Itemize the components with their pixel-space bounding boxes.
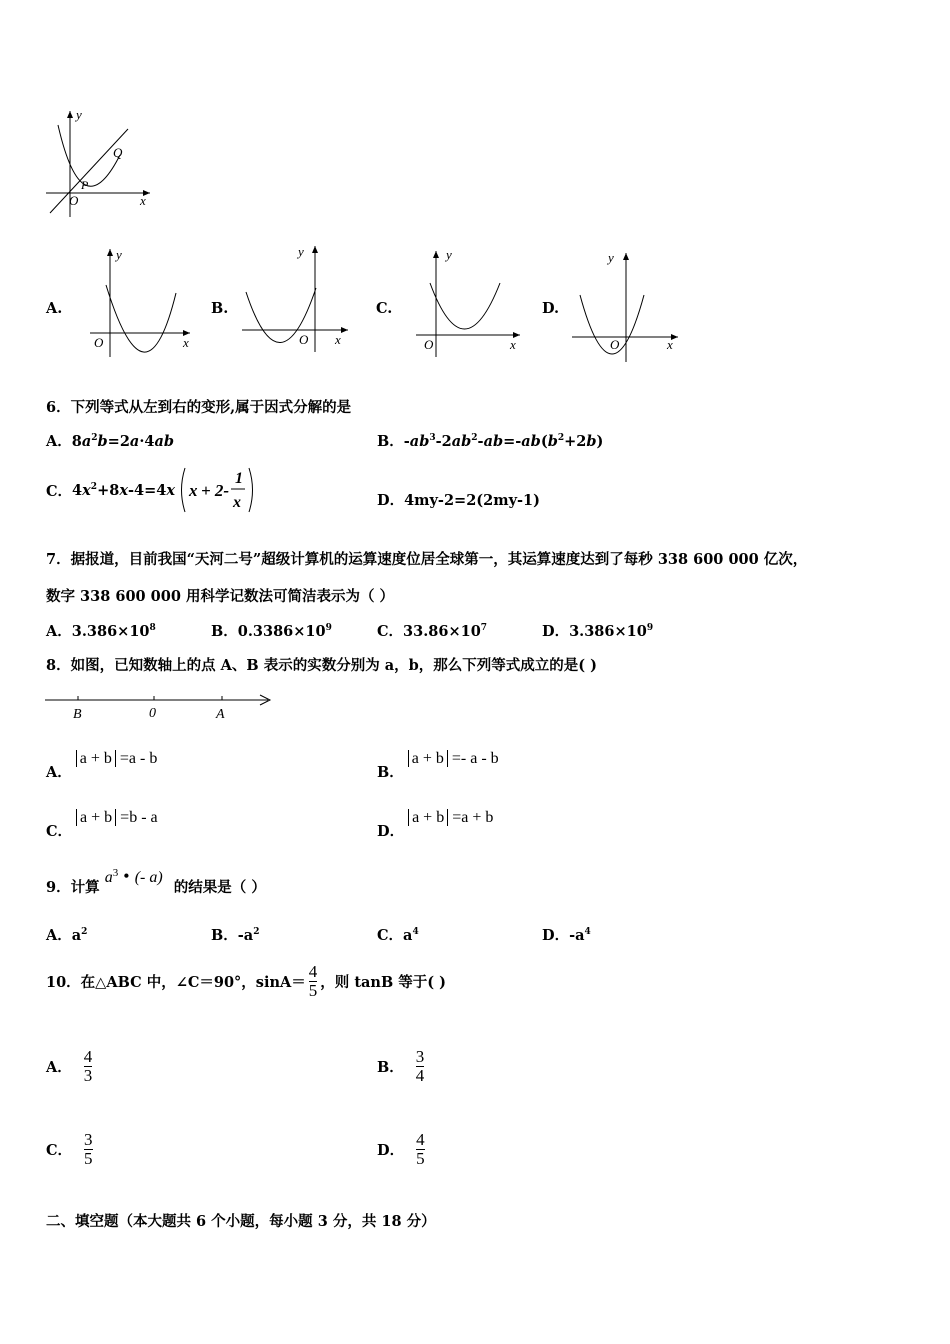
q10-option-c-denominator: 5 [84, 1148, 93, 1168]
c-expression-plus-two: + 2- [200, 481, 230, 500]
parabola-curve [106, 285, 176, 352]
q9-dot: • [123, 866, 130, 886]
q10-option-a-numerator: 4 [83, 1046, 93, 1066]
q10-option-a-fraction [84, 1048, 93, 1085]
q9-option-b [211, 924, 259, 945]
c-fraction-denominator: x [232, 494, 241, 511]
q7-option-c-label: C． [377, 623, 404, 640]
q10-option-a-denominator: 3 [83, 1065, 93, 1085]
q9-option-b-base: -a [237, 927, 254, 944]
origin-label: O [610, 337, 620, 352]
q6-option-d-text: 4my-2=2(2my-1) [404, 492, 540, 509]
q7-option-c-base: 33.86×10 [403, 623, 481, 640]
y-axis-arrow [67, 111, 73, 118]
q10-option-b [377, 1042, 424, 1090]
q6-option-d-label: D． [377, 492, 405, 509]
q10-option-a [46, 1042, 92, 1090]
x-label: x [667, 337, 673, 352]
q9-exp: 3 [112, 867, 119, 879]
q6-option-b: B．$-ab^3-2ab^2-ab=-ab(b^2+2b)$ [377, 433, 604, 450]
q9-option-d-exp: 4 [584, 927, 591, 937]
section-2-heading: 二、填空题（本大题共 6 个小题，每小题 3 分，共 18 分） [46, 1213, 436, 1230]
y-axis-arrow [107, 249, 113, 256]
x-axis-arrow [341, 327, 348, 333]
q10-option-c-fraction [84, 1131, 93, 1168]
q5-option-a-graph [86, 245, 196, 360]
parabola-curve [58, 125, 120, 186]
q10-option-c-label: C． [46, 1141, 73, 1159]
q8-option-a-rhs: =a - b [119, 750, 158, 767]
q10-option-d [377, 1125, 425, 1173]
q7-option-a [46, 620, 156, 641]
q10-option-b-denominator: 4 [415, 1065, 425, 1085]
q8-option-b-lhs: a + b [408, 750, 448, 767]
top-figure [40, 105, 160, 220]
q7-option-d-base: 3.386×10 [569, 623, 647, 640]
q9-option-c-label: C． [377, 927, 404, 944]
q8-option-c-rhs: =b - a [120, 809, 158, 826]
q6-stem: 6．下列等式从左到右的变形,属于因式分解的是 [46, 399, 352, 416]
q8-option-d-rhs: =a + b [452, 809, 494, 826]
q8-option-b-label: B． [377, 764, 404, 781]
q8-stem: 8．如图，已知数轴上的点 A、B 表示的实数分别为 a，b，那么下列等式成立的是( ) [46, 657, 598, 674]
q9-option-a-base: a [71, 927, 82, 944]
q10-stem [46, 956, 446, 1006]
q10-option-b-numerator: 3 [415, 1046, 425, 1066]
y-label: y [76, 107, 82, 122]
c-expression-x: x [188, 481, 198, 500]
right-paren [249, 468, 253, 512]
q10-option-d-numerator: 4 [416, 1129, 425, 1149]
x-label: x [510, 337, 516, 352]
y-axis-arrow [433, 251, 439, 258]
q7-option-c [377, 620, 487, 641]
q10-sin-denominator: 5 [308, 980, 318, 1000]
origin-label: O [299, 332, 309, 347]
q6-option-b-label: B． [377, 433, 404, 450]
q9-base: a [104, 869, 113, 886]
q8-option-b [377, 748, 499, 782]
y-axis-arrow [312, 246, 318, 253]
parabola-curve [430, 283, 500, 329]
q5-option-d-label: D. [542, 300, 560, 317]
point-b-label: B [73, 707, 82, 722]
q7-option-b-label: B． [211, 623, 238, 640]
q7-option-a-label: A． [46, 623, 72, 640]
x-label: x [140, 193, 146, 208]
q7-option-a-exp: 8 [149, 623, 156, 633]
q7-stem-line1: 7．据报道，目前我国“天河二号”超级计算机的运算速度位居全球第一，其运算速度达到了每秒 338 600 000 亿次， [46, 551, 808, 568]
left-paren [181, 468, 185, 512]
q9-option-d-base: -a [569, 927, 585, 944]
origin-label: O [69, 193, 79, 208]
q9-option-c-exp: 4 [412, 927, 419, 937]
q8-option-c [46, 807, 158, 841]
y-label: y [116, 247, 122, 262]
q6-option-c: C． $4x^2+8x-4=4x$ x + 2- 1 x [46, 466, 257, 514]
q8-option-d-lhs: a + b [408, 809, 448, 826]
q5-option-d-graph [570, 245, 685, 365]
y-label: y [608, 250, 614, 265]
origin-label: O [424, 337, 434, 352]
q9-prefix: 9．计算 [46, 879, 100, 896]
y-axis-arrow [623, 253, 629, 260]
q5-option-b-label: B. [211, 300, 229, 317]
q7-option-d-label: D． [542, 623, 570, 640]
x-label: x [335, 332, 341, 347]
q7-option-c-exp: 7 [480, 623, 488, 633]
q9-option-d-label: D． [542, 927, 570, 944]
q8-option-a [46, 748, 157, 782]
q5-option-a-label: A. [46, 300, 63, 317]
q9-option-c [377, 924, 419, 945]
q7-stem-line2: 数字 338 600 000 用科学记数法可简洁表示为（ ） [46, 588, 395, 605]
q7-option-b-exp: 9 [325, 623, 332, 633]
q8-option-c-lhs: a + b [76, 809, 116, 826]
point-p-label: P [81, 178, 89, 192]
q10-prefix: 10．在△ABC 中，∠C＝90°，sinA＝ [46, 973, 306, 991]
q6-option-d [377, 489, 540, 510]
q7-option-a-base: 3.386×10 [71, 623, 150, 640]
q7-option-d [542, 620, 653, 641]
q9-option-a-label: A． [46, 927, 72, 944]
point-q-label: Q [113, 145, 123, 160]
q8-option-d-label: D． [377, 823, 405, 840]
q9-stem [46, 866, 266, 897]
q8-option-a-label: A． [46, 764, 72, 781]
q10-option-b-fraction [416, 1048, 425, 1085]
q9-option-a-exp: 2 [81, 927, 88, 937]
q10-option-b-label: B． [377, 1058, 404, 1076]
q9-option-d [542, 924, 591, 945]
q6-option-a-label: A． [46, 433, 72, 450]
q8-option-a-lhs: a + b [76, 750, 116, 767]
origin-label: O [94, 335, 104, 350]
q5-option-b-graph [240, 240, 355, 355]
q9-paren: (- a) [134, 869, 163, 886]
q6-option-c-bracket-expression [177, 465, 257, 515]
q9-option-a [46, 924, 87, 945]
q9-suffix: 的结果是（ ） [173, 879, 266, 896]
q8-option-c-label: C． [46, 823, 73, 840]
q5-option-c-graph [412, 245, 527, 360]
zero-label: 0 [149, 706, 156, 721]
q10-option-c-numerator: 3 [84, 1129, 93, 1149]
q8-option-b-rhs: =- a - b [451, 750, 499, 767]
point-a-label: A [216, 707, 225, 722]
c-fraction-numerator: 1 [234, 470, 243, 487]
q9-option-c-base: a [403, 927, 413, 944]
q5-option-c-label: C. [376, 300, 393, 317]
x-label: x [183, 335, 189, 350]
q10-option-d-fraction [416, 1131, 425, 1168]
q6-option-c-label: C． [46, 482, 73, 500]
q10-option-c [46, 1125, 93, 1173]
q10-option-d-label: D． [377, 1141, 405, 1159]
q6-option-a: A．$8a^2b=2a\cdot 4ab$ [46, 433, 175, 450]
q10-sin-numerator: 4 [308, 961, 318, 981]
q10-suffix: ，则 tanB 等于( ) [320, 973, 447, 991]
q7-option-d-exp: 9 [646, 623, 654, 633]
q10-option-d-denominator: 5 [416, 1148, 425, 1168]
q7-option-b [211, 620, 332, 641]
y-label: y [446, 247, 452, 262]
q7-option-b-base: 0.3386×10 [237, 623, 326, 640]
q9-option-b-exp: 2 [253, 927, 260, 937]
q8-option-d [377, 807, 493, 841]
q10-option-a-label: A． [46, 1058, 72, 1076]
q10-sin-fraction [309, 963, 318, 1000]
q8-number-line [40, 690, 275, 722]
y-label: y [298, 244, 304, 259]
q9-option-b-label: B． [211, 927, 238, 944]
